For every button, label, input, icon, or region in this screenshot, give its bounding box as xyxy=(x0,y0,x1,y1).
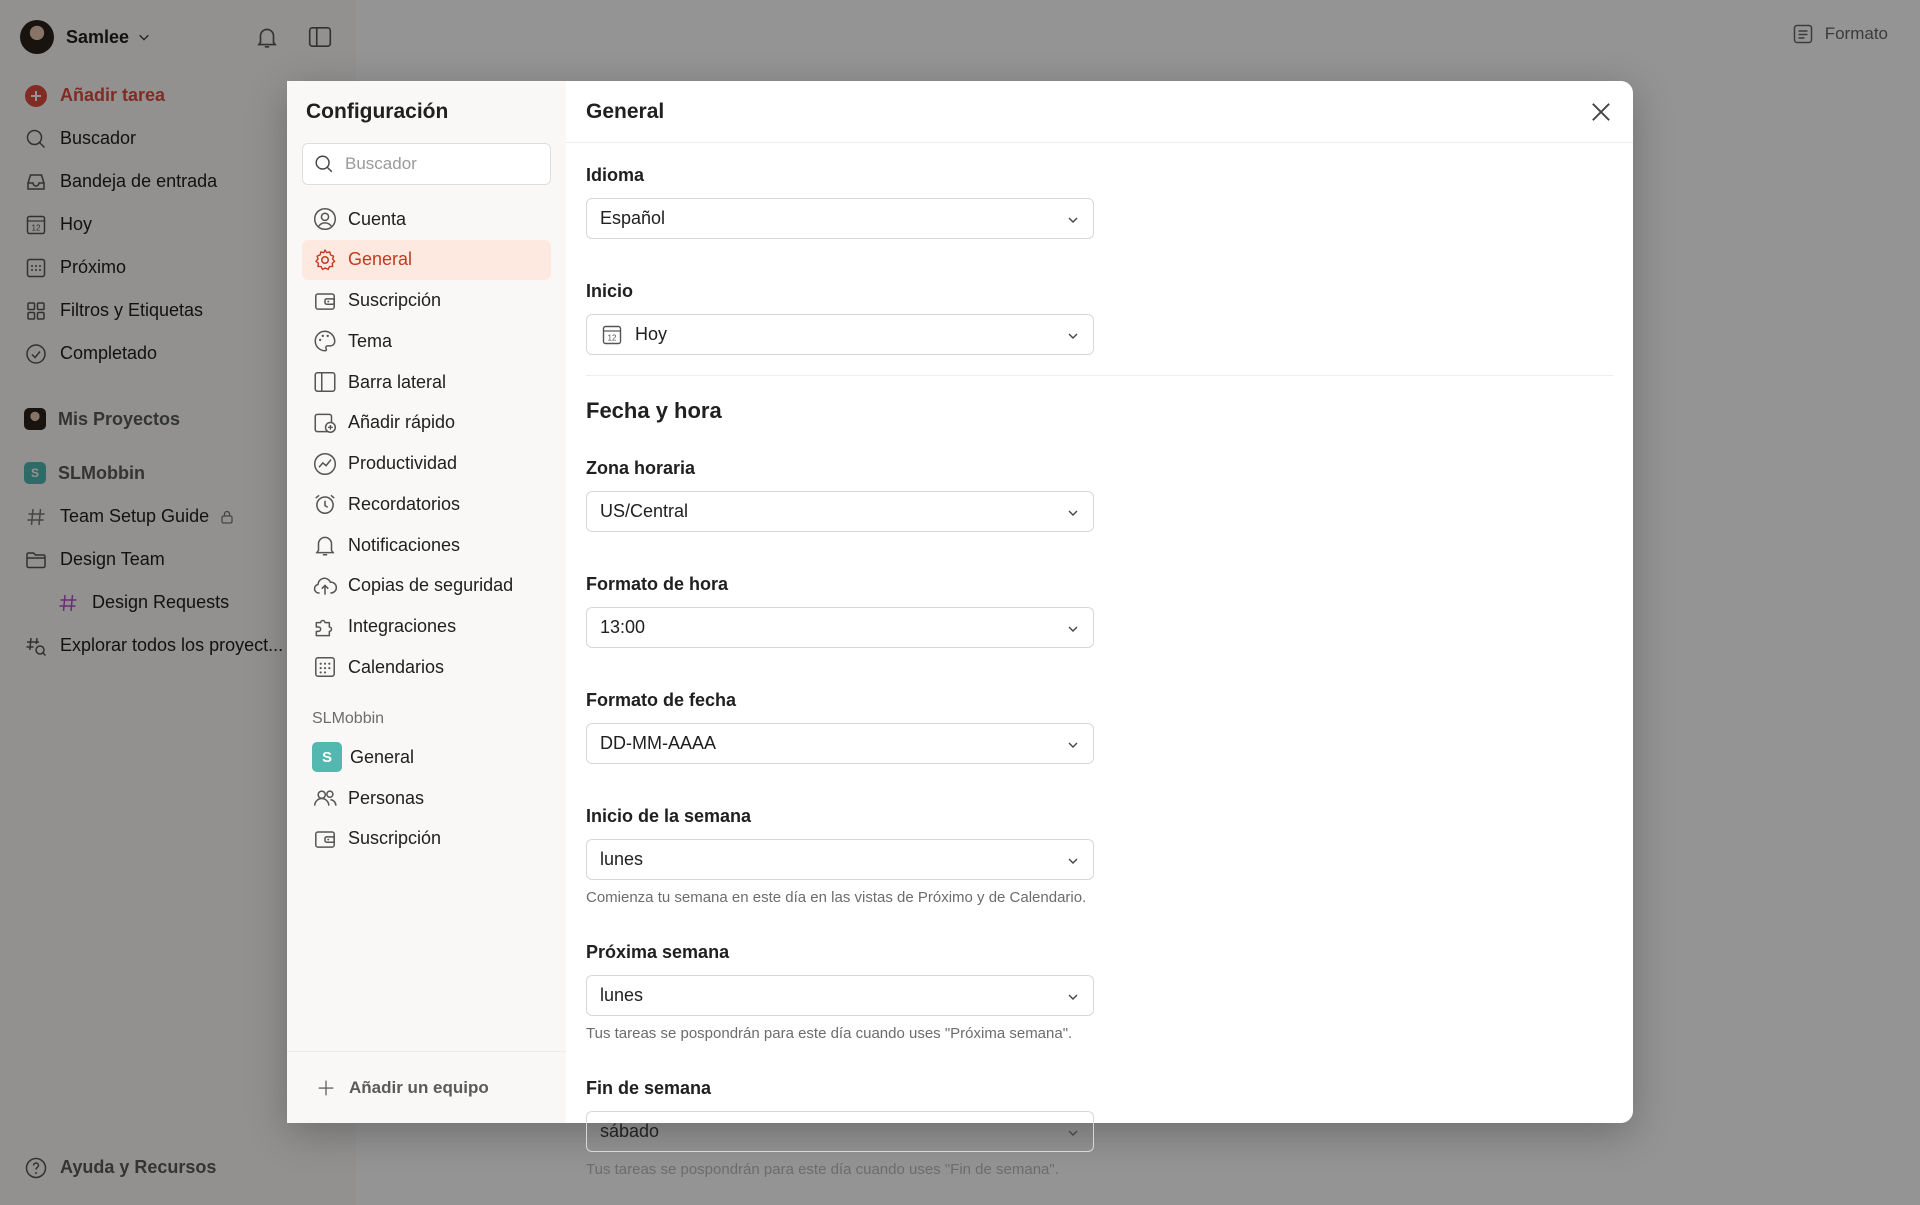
next-week-select[interactable] xyxy=(586,975,1094,1016)
settings-nav-sidebar[interactable] xyxy=(302,362,551,402)
settings-nav-reminders[interactable] xyxy=(302,484,551,524)
sidebar-item-label: Explorar todos los proyect... xyxy=(60,635,284,655)
sidebar-item-label: Próximo xyxy=(60,257,127,277)
timezone-value: US/Central xyxy=(600,501,689,521)
quick-add-icon xyxy=(312,410,338,436)
timezone-select[interactable] xyxy=(586,491,1094,532)
team-nav-general[interactable] xyxy=(302,737,551,777)
chevron-down-icon xyxy=(1065,505,1081,521)
date-format-field xyxy=(586,690,1613,764)
sidebar-icon xyxy=(312,369,338,395)
next-week-label: Próxima semana xyxy=(586,942,730,962)
search-icon xyxy=(313,153,335,175)
settings-nav-quick-add[interactable] xyxy=(302,403,551,443)
week-start-select[interactable] xyxy=(586,839,1094,880)
puzzle-icon xyxy=(312,614,338,640)
cloud-upload-icon xyxy=(312,573,338,599)
weekend-label: Fin de semana xyxy=(586,1078,712,1098)
settings-title: Configuración xyxy=(306,100,449,123)
settings-nav xyxy=(287,81,566,1123)
section-divider xyxy=(586,375,1613,376)
settings-nav-label: Personas xyxy=(348,787,425,808)
sidebar-item-label: Bandeja de entrada xyxy=(60,171,218,191)
settings-modal xyxy=(287,81,1633,1178)
account-icon xyxy=(312,206,338,232)
chevron-down-icon xyxy=(1065,328,1081,344)
week-start-label: Inicio de la semana xyxy=(586,806,752,826)
sidebar-item-label: Filtros y Etiquetas xyxy=(60,300,204,320)
time-format-select[interactable] xyxy=(586,607,1094,648)
settings-nav-label: General xyxy=(350,746,415,767)
calendar-icon xyxy=(312,654,338,680)
weekend-help: Tus tareas se pospondrán para este día cuando uses "Fin de semana". xyxy=(586,1161,1059,1178)
bell-icon xyxy=(312,532,338,558)
week-start-field xyxy=(586,806,1613,906)
add-task-label: Añadir tarea xyxy=(60,85,166,105)
next-week-value: lunes xyxy=(600,985,644,1005)
close-icon[interactable] xyxy=(1587,98,1615,126)
language-select[interactable] xyxy=(586,198,1094,239)
chevron-down-icon xyxy=(1065,1125,1081,1141)
help-label: Ayuda y Recursos xyxy=(60,1157,217,1177)
gear-icon xyxy=(312,247,338,273)
weekend-field xyxy=(586,1078,1613,1178)
time-format-label: Formato de hora xyxy=(586,574,729,594)
panel-title: General xyxy=(566,81,1633,143)
sidebar-item-label: Buscador xyxy=(60,128,137,148)
settings-nav-label: Calendarios xyxy=(348,656,445,677)
week-start-help: Comienza tu semana en este día en las vistas de Próximo y de Calendario. xyxy=(586,889,1087,906)
home-value: Hoy xyxy=(635,324,668,344)
svg-text:12: 12 xyxy=(31,223,41,232)
datetime-section-title: Fecha y hora xyxy=(586,398,722,423)
workspace-label: SLMobbin xyxy=(58,462,145,483)
settings-panel xyxy=(566,81,1633,1178)
team-group-label: SLMobbin xyxy=(312,710,385,728)
productivity-icon xyxy=(312,451,338,477)
home-label: Inicio xyxy=(586,281,634,301)
sidebar-item-label: Design Team xyxy=(60,549,165,569)
settings-nav-account[interactable] xyxy=(302,199,551,239)
time-format-field xyxy=(586,574,1613,648)
settings-nav-label: Barra lateral xyxy=(348,371,447,392)
settings-nav-calendars[interactable] xyxy=(302,647,551,687)
settings-nav-productivity[interactable] xyxy=(302,444,551,484)
settings-nav-general[interactable] xyxy=(302,240,551,280)
date-format-select[interactable] xyxy=(586,723,1094,764)
settings-nav-label: Suscripción xyxy=(348,290,442,310)
next-week-help: Tus tareas se pospondrán para este día cuando uses "Próxima semana". xyxy=(586,1025,1073,1042)
settings-nav-label: Productividad xyxy=(348,453,458,473)
chevron-down-icon xyxy=(1065,212,1081,228)
language-value: Español xyxy=(600,208,666,228)
time-format-value: 13:00 xyxy=(600,617,646,637)
timezone-field xyxy=(586,458,1613,532)
settings-search[interactable] xyxy=(302,143,551,185)
settings-nav-label: Tema xyxy=(348,330,393,351)
settings-nav-integrations[interactable] xyxy=(302,607,551,647)
chevron-down-icon xyxy=(1065,853,1081,869)
plus-icon xyxy=(315,1077,337,1099)
settings-nav-label: Integraciones xyxy=(348,616,457,636)
settings-form xyxy=(566,143,1633,1178)
settings-nav-label: Cuenta xyxy=(348,208,407,229)
weekend-value: sábado xyxy=(600,1121,660,1141)
settings-nav-subscription[interactable] xyxy=(302,281,551,321)
weekend-select[interactable] xyxy=(586,1111,1094,1152)
add-team-button[interactable] xyxy=(287,1051,566,1123)
settings-nav-label: Suscripción xyxy=(348,828,442,849)
palette-icon xyxy=(312,328,338,354)
user-name[interactable]: Samlee xyxy=(66,26,130,47)
settings-nav-backups[interactable] xyxy=(302,566,551,606)
settings-nav-label: Añadir rápido xyxy=(348,412,456,433)
settings-nav-notifications[interactable] xyxy=(302,525,551,565)
settings-nav-label: General xyxy=(348,249,413,270)
people-icon xyxy=(312,785,338,811)
format-label: Formato xyxy=(1824,24,1888,43)
wallet-icon xyxy=(312,826,338,852)
team-nav-people[interactable] xyxy=(302,778,551,818)
workspace-badge: S xyxy=(24,462,46,484)
sidebar-item-label: Completado xyxy=(60,343,158,363)
add-team-label: Añadir un equipo xyxy=(349,1077,489,1097)
settings-nav-label: Notificaciones xyxy=(348,534,461,555)
home-select[interactable] xyxy=(586,314,1094,355)
my-projects-label: Mis Proyectos xyxy=(58,408,181,429)
team-badge: S xyxy=(312,742,342,772)
calendar-today-icon xyxy=(600,323,624,347)
settings-search-input[interactable] xyxy=(345,154,535,174)
chevron-down-icon xyxy=(1065,621,1081,637)
settings-nav-label: Recordatorios xyxy=(348,493,461,514)
date-format-value: DD-MM-AAAA xyxy=(600,733,716,753)
svg-text:12: 12 xyxy=(607,333,617,342)
language-field xyxy=(586,165,1613,239)
sidebar-item-label: Hoy xyxy=(60,214,93,234)
alarm-icon xyxy=(312,491,338,517)
week-start-value: lunes xyxy=(600,849,644,869)
home-field xyxy=(586,281,1613,355)
sidebar-item-label: Design Requests xyxy=(92,592,230,612)
sidebar-item-label: Team Setup Guide xyxy=(60,506,210,526)
timezone-label: Zona horaria xyxy=(586,458,696,478)
settings-nav-label: Copias de seguridad xyxy=(348,575,514,596)
chevron-down-icon xyxy=(1065,737,1081,753)
team-nav-subscription[interactable] xyxy=(302,819,551,859)
next-week-field xyxy=(586,942,1613,1042)
date-format-label: Formato de fecha xyxy=(586,690,737,710)
wallet-icon xyxy=(312,288,338,314)
chevron-down-icon xyxy=(1065,989,1081,1005)
settings-nav-theme[interactable] xyxy=(302,321,551,361)
language-label: Idioma xyxy=(586,165,645,185)
